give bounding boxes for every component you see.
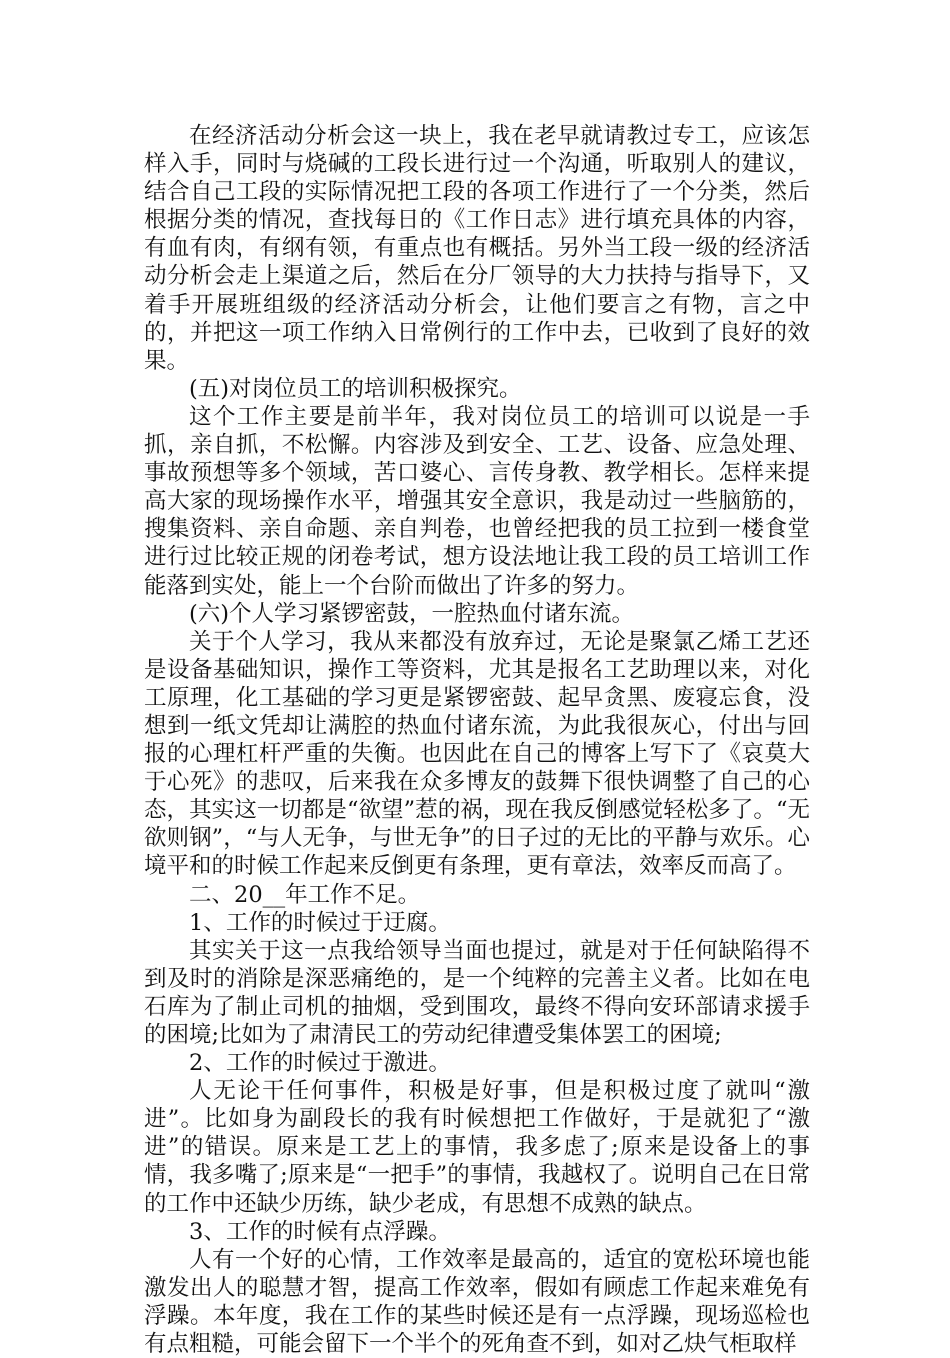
heading-shortcoming-3: 3、工作的时候有点浮躁。 bbox=[189, 1218, 451, 1245]
heading-shortcoming-2: 2、工作的时候过于激进。 bbox=[189, 1050, 451, 1077]
heading-staff-training: (五)对岗位员工的培训积极探究。 bbox=[189, 375, 522, 402]
document-body bbox=[144, 122, 810, 1358]
heading-shortcoming-1: 1、工作的时候过于迂腐。 bbox=[189, 909, 451, 936]
paragraph-staff-training: 这个工作主要是前半年，我对岗位员工的培训可以说是一手抓，亲自抓，不松懈。内容涉及到安全、工艺、设备、应急处理、事故预想等多个领域，苦口婆心、言传身教、教学相长。怎样来提高大家的现场操作水平，增强其安全意识，我是动过一些脑筋的，搜集资料、亲自命题、亲自判卷，也曾经把我的员工拉到一楼食堂进行过比较正规的闭卷考试，想方设法地让我工段的员工培训工作能落到实处，能上一个台阶而做出了许多的努力。 bbox=[144, 403, 810, 599]
paragraph-shortcoming-3: 人有一个好的心情，工作效率是最高的，适宜的宽松环境也能激发出人的聪慧才智，提高工作效率，假如有顾虑工作起来难免有浮躁。本年度，我在工作的某些时候还是有一点浮躁，现场巡检也有点粗糙，可能会留下一个半个的死角查不到，如对乙炔气柜取样 bbox=[144, 1246, 810, 1358]
heading-personal-study: (六)个人学习紧锣密鼓，一腔热血付诸东流。 bbox=[189, 600, 635, 627]
heading-shortcomings: 二、20__年工作不足。 bbox=[189, 881, 421, 908]
paragraph-shortcoming-2: 人无论干任何事件，积极是好事，但是积极过度了就叫“激进”。比如身为副段长的我有时候想把工作做好，于是就犯了“激进”的错误。原来是工艺上的事情，我多虑了;原来是设备上的事情，我多嘴了;原来是“一把手”的事情，我越权了。说明自己在日常的工作中还缺少历练，缺少老成，有思想不成熟的缺点。 bbox=[144, 1078, 810, 1217]
paragraph-shortcoming-1: 其实关于这一点我给领导当面也提过，就是对于任何缺陷得不到及时的消除是深恶痛绝的，是一个纯粹的完善主义者。比如在电石库为了制止司机的抽烟，受到围攻，最终不得向安环部请求援手的困境;比如为了肃清民工的劳动纪律遭受集体罢工的困境; bbox=[144, 937, 810, 1048]
paragraph-economic-analysis: 在经济活动分析会这一块上，我在老早就请教过专工，应该怎样入手，同时与烧碱的工段长进行过一个沟通，听取别人的建议，结合自己工段的实际情况把工段的各项工作进行了一个分类，然后根据分类的情况，查找每日的《工作日志》进行填充具体的内容，有血有肉，有纲有领，有重点也有概括。另外当工段一级的经济活动分析会走上渠道之后，然后在分厂领导的大力扶持与指导下，又着手开展班组级的经济活动分析会，让他们要言之有物，言之中的，并把这一项工作纳入日常例行的工作中去，已收到了良好的效果。 bbox=[144, 123, 810, 374]
paragraph-personal-study: 关于个人学习，我从来都没有放弃过，无论是聚氯乙烯工艺还是设备基础知识，操作工等资料，尤其是报名工艺助理以来，对化工原理，化工基础的学习更是紧锣密鼓、起早贪黑、废寝忘食，没想到一纸文凭却让满腔的热血付诸东流，为此我很灰心，付出与回报的心理杠杆严重的失衡。也因此在自己的博客上写下了《哀莫大于心死》的悲叹，后来我在众多博友的鼓舞下很快调整了自己的心态，其实这一切都是“欲望”惹的祸，现在我反倒感觉轻松多了。“无欲则钢”，“与人无争，与世无争”的日子过的无比的平静与欢乐。心境平和的时候工作起来反倒更有条理，更有章法，效率反而高了。 bbox=[144, 628, 810, 880]
